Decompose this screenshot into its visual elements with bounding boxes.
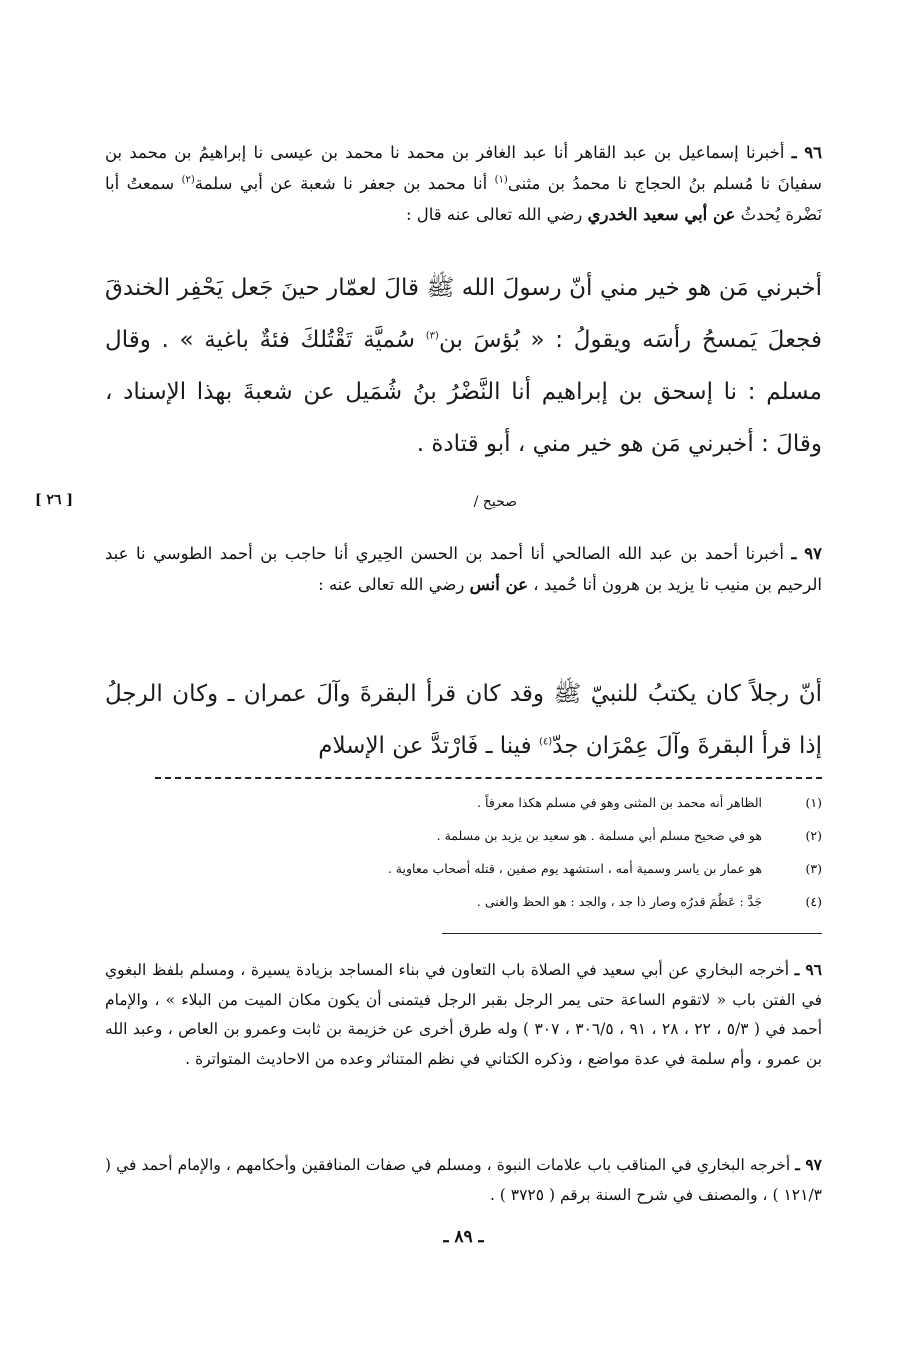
- footnote-ref-2: (٢): [181, 174, 195, 186]
- hadith-96-isnad-text-2: أنا محمد بن جعفر نا شعبة عن أبي سلمة: [194, 174, 488, 193]
- grading-reference: [ ٢٦ ]: [35, 492, 74, 508]
- footnote-text: هو عمار بن ياسر وسمية أمه ، استشهد يوم صفين ، قتله أصحاب معاوية .: [387, 861, 762, 876]
- hadith-96-isnad: [105, 137, 822, 230]
- footnote-number: (١): [805, 795, 822, 810]
- footnote-number: (٣): [805, 861, 822, 876]
- takhrij-separator: [442, 933, 822, 934]
- hadith-96-matn-text-2: سُميَّة تَقْتُلكَ فئةٌ باغية » . وقال مسلم : نا إسحق بن إبراهيم أنا النَّضْرُ بنُ شُمَيل عن شعبةَ بهذا الإسناد ، وقالَ : أخبرني مَن هو خير مني ، أبو قتادة .: [105, 327, 822, 457]
- hadith-96-isnad-text-4: رضي الله تعالى عنه قال :: [405, 205, 583, 224]
- footnote-item: [105, 894, 822, 927]
- grading-label: صحيح /: [473, 494, 517, 510]
- hadith-96-matn-text-1: أخبرني مَن هو خير مني أنّ رسولَ الله ﷺ قالَ لعمّار حينَ جَعل يَحْفِر الخندقَ فجعلَ يَمسحُ رأسَه ويقولُ : « بُؤسَ بن: [105, 275, 823, 353]
- footnote-text: هو في صحيح مسلم أبي مسلمة . هو سعيد بن يزيد بن مسلمة .: [436, 828, 762, 843]
- grading-row: [35, 490, 827, 520]
- hadith-96-number: ٩٦ ـ: [791, 143, 822, 162]
- page-number: ـ ٨٩ ـ: [443, 1227, 484, 1247]
- footnote-item: [105, 861, 822, 894]
- hadith-97-number: ٩٧ ـ: [791, 544, 822, 563]
- hadith-97-isnad-text-1: أخبرنا أحمد بن عبد الله الصالحي أنا أحمد بن الحسن الحِيري أنا حاجب بن أحمد الطوسي نا عبد الرحيم بن منيب نا يزيد بن هرون أنا حُميد ،: [105, 544, 822, 594]
- takhrij-96-text: أخرجه البخاري عن أبي سعيد في الصلاة باب التعاون في بناء المساجد بزيادة يسيرة ، ومسلم بلفظ البغوي في الفتن باب « لاتقوم الساعة حتى يمر الرجل بقبر الرجل فيتمنى أن يكون مكان الميت من البلاء » ، والإمام أحمد في ( ٥/٣ ، ٢٢ ، ٢٨ ، ٩١ ، ٣٠٦/٥ ، ٣٠٧ ) وله طرق أخرى عن خزيمة بن ثابت وعمرو بن العاص ، وعبد الله بن عمرو ، وأم سلمة في عدة مواضع ، وذكره الكتاني في نظم المتناثر وعده من الاحاديث المتواترة .: [105, 961, 823, 1068]
- footnote-number: (٤): [805, 894, 822, 909]
- hadith-96-isnad-text-3: سمعتُ أبا نَضْرة يُحدثُ: [105, 174, 822, 224]
- footnote-item: [105, 828, 822, 861]
- footnote-text: جَدَّ : عَظُمَ قدرُه وصار ذا جد ، والجد : هو الحظ والغنى .: [476, 894, 762, 909]
- footnote-item: [105, 795, 822, 828]
- footnote-ref-3: (٣): [425, 330, 439, 342]
- footnote-text: الظاهر أنه محمد بن المثنى وهو في مسلم هكذا معرفاً .: [477, 795, 762, 810]
- hadith-97-matn-text-1: أنّ رجلاً كان يكتبُ للنبيّ ﷺ وقد كان قرأ البقرةَ وآلَ عمران ـ وكان الرجلُ إذا قرأ البقرةَ وآلَ عِمْرَان جدّ: [105, 681, 822, 759]
- footnote-divider: [155, 777, 822, 779]
- takhrij-97-number: ٩٧ ـ: [795, 1155, 822, 1174]
- hadith-97-companion: عن أنس: [469, 575, 528, 594]
- takhrij-96-number: ٩٦ ـ: [794, 960, 822, 979]
- book-page: [35, 0, 823, 1356]
- footnote-ref-1: (١): [494, 174, 508, 186]
- takhrij-97-text: أخرجه البخاري في المناقب باب علامات النبوة ، ومسلم في صفات المنافقين وأحكامهم ، والإمام أحمد في ( ١٢١/٣ ) ، والمصنف في شرح السنة برقم ( ٣٧٢٥ ) .: [105, 1156, 822, 1204]
- hadith-96-companion: عن أبي سعيد الخدري: [587, 205, 736, 224]
- footnote-number: (٢): [805, 828, 822, 843]
- hadith-97-isnad: [105, 538, 822, 600]
- hadith-96-matn: [105, 262, 822, 470]
- hadith-96-isnad-text-1: أخبرنا إسماعيل بن عبد القاهر أنا عبد الغافر بن محمد نا محمد بن عيسى نا إبراهيمُ بن محمد بن سفيانَ نا مُسلم بنُ الحجاج نا محمدُ بن مثنى: [105, 143, 822, 193]
- takhrij-96: [105, 955, 822, 1074]
- hadith-97-matn: [105, 668, 822, 772]
- footnote-ref-4: (٤): [538, 736, 553, 748]
- takhrij-97: [105, 1150, 822, 1210]
- hadith-97-isnad-text-2: رضي الله تعالى عنه :: [318, 575, 465, 594]
- footnote-list: [105, 795, 822, 927]
- hadith-97-matn-text-2: فينا ـ فَارْتدَّ عن الإسلام: [318, 733, 532, 759]
